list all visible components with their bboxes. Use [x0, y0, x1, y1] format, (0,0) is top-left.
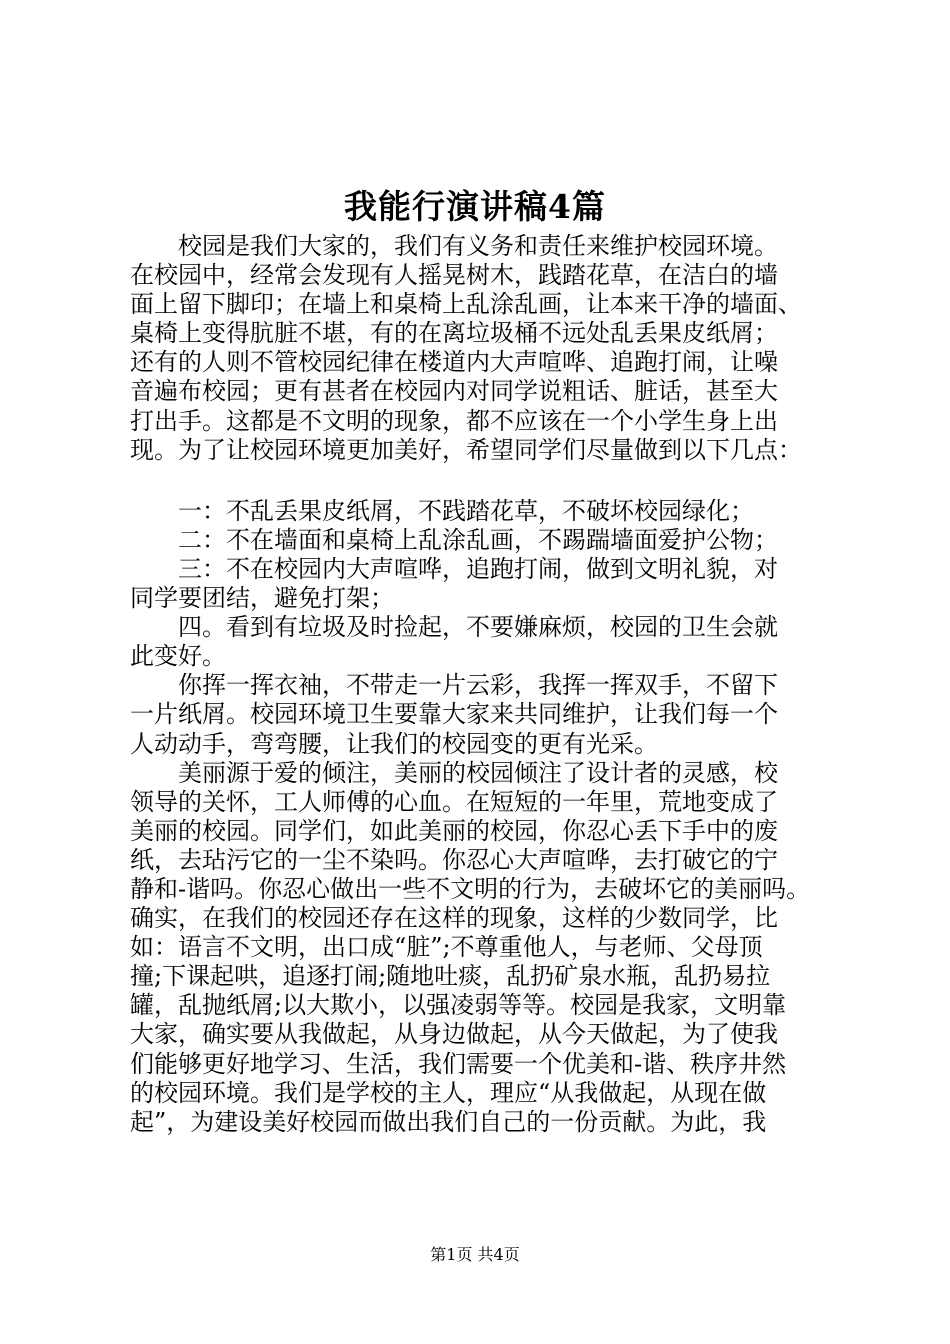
body-line: 音遍布校园；更有甚者在校园内对同学说粗话、脏话，甚至大	[130, 377, 778, 406]
body-line: 撞;下课起哄，追逐打闹;随地吐痰，乱扔矿泉水瓶，乱扔易拉	[130, 962, 771, 991]
body-line: 罐，乱抛纸屑;以大欺小，以强凌弱等等。校园是我家，文明靠	[130, 991, 787, 1020]
body-line: 美丽的校园。同学们，如此美丽的校园，你忍心丢下手中的废	[130, 816, 778, 845]
page-footer: 第1页 共4页	[430, 1245, 520, 1264]
body-line: 确实，在我们的校园还存在这样的现象，这样的少数同学，比	[130, 904, 778, 933]
body-line: 面上留下脚印；在墙上和桌椅上乱涂乱画，让本来干净的墙面、	[130, 290, 802, 319]
body-line: 如：语言不文明，出口成“脏”;不尊重他人，与老师、父母顶	[130, 933, 763, 962]
body-line: 四。看到有垃圾及时捡起，不要嫌麻烦，校园的卫生会就	[130, 613, 778, 642]
body-line: 二：不在墙面和桌椅上乱涂乱画，不踢踹墙面爱护公物；	[130, 525, 778, 554]
document-title: 我能行演讲稿4篇	[344, 187, 606, 226]
body-line: 人动动手，弯弯腰，让我们的校园变的更有光采。	[130, 729, 658, 758]
body-line: 美丽源于爱的倾注，美丽的校园倾注了设计者的灵感，校	[130, 758, 778, 787]
body-line: 们能够更好地学习、生活，我们需要一个优美和-谐、秩序井然	[130, 1049, 787, 1078]
body-line: 在校园中，经常会发现有人摇晃树木，践踏花草，在洁白的墙	[130, 261, 778, 290]
body-line: 的校园环境。我们是学校的主人，理应“从我做起，从现在做	[130, 1078, 767, 1107]
body-line: 领导的关怀，工人师傅的心血。在短短的一年里，荒地变成了	[130, 787, 778, 816]
body-line: 起”，为建设美好校园而做出我们自己的一份贡献。为此，我	[130, 1107, 767, 1136]
body-line: 静和-谐吗。你忍心做出一些不文明的行为，去破坏它的美丽吗。	[130, 874, 811, 903]
body-line: 打出手。这都是不文明的现象，都不应该在一个小学生身上出	[130, 406, 778, 435]
body-line: 还有的人则不管校园纪律在楼道内大声喧哗、追跑打闹，让噪	[130, 348, 778, 377]
body-line: 一：不乱丢果皮纸屑，不践踏花草，不破坏校园绿化；	[130, 496, 754, 525]
body-line: 你挥一挥衣袖，不带走一片云彩，我挥一挥双手，不留下	[130, 671, 778, 700]
body-line: 校园是我们大家的，我们有义务和责任来维护校园环境。	[130, 232, 778, 260]
body-line: 现。为了让校园环境更加美好，希望同学们尽量做到以下几点：	[130, 435, 802, 464]
body-line: 三：不在校园内大声喧哗，追跑打闹，做到文明礼貌，对	[130, 554, 778, 583]
body-line	[130, 465, 842, 497]
body-line: 纸，去玷污它的一尘不染吗。你忍心大声喧哗，去打破它的宁	[130, 845, 778, 874]
body-line: 桌椅上变得肮脏不堪，有的在离垃圾桶不远处乱丢果皮纸屑；	[130, 319, 778, 348]
body-line: 此变好。	[130, 642, 226, 671]
document-body	[130, 232, 842, 1137]
body-line: 大家，确实要从我做起，从身边做起，从今天做起，为了使我	[130, 1020, 778, 1049]
body-line: 一片纸屑。校园环境卫生要靠大家来共同维护，让我们每一个	[130, 700, 778, 729]
body-line: 同学要团结，避免打架；	[130, 584, 394, 613]
